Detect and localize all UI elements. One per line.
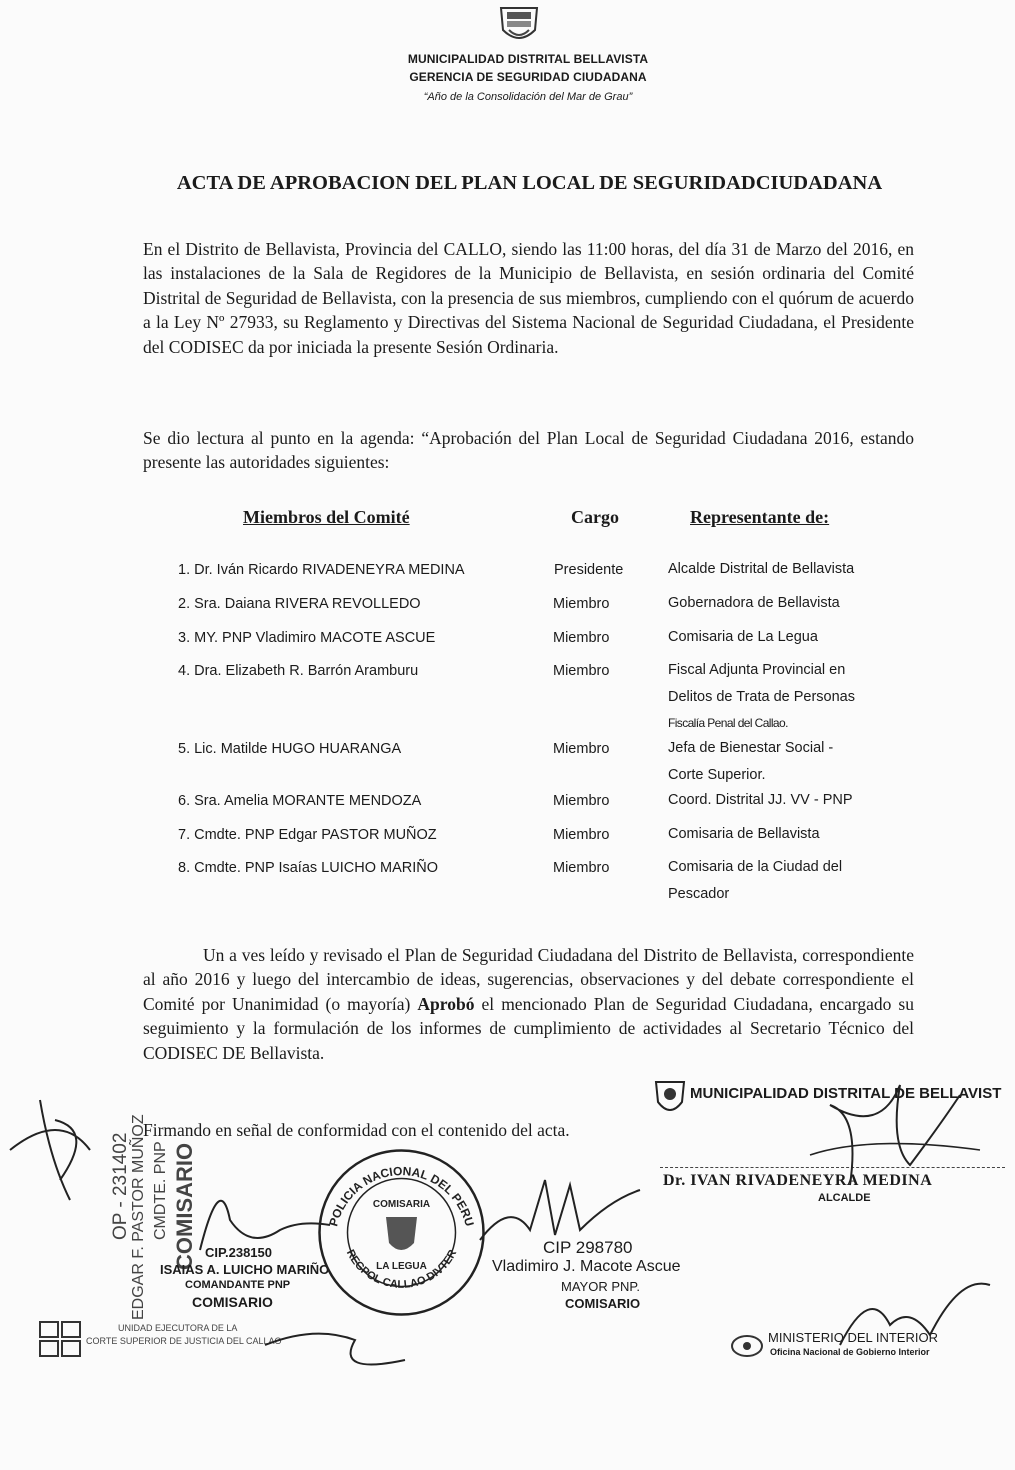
member-name: 3. MY. PNP Vladimiro MACOTE ASCUE	[178, 630, 436, 646]
member-representation: Jefa de Bienestar Social - Corte Superior.	[668, 740, 834, 783]
member-name: 7. Cmdte. PNP Edgar PASTOR MUÑOZ	[178, 827, 437, 843]
member-name: 8. Cmdte. PNP Isaías LUICHO MARIÑO	[178, 860, 438, 876]
member-name: 4. Dra. Elizabeth R. Barrón Aramburu	[178, 663, 419, 679]
police-seal-top: POLICIA NACIONAL DEL PERU	[326, 1163, 477, 1228]
ministerio-signature	[830, 1265, 1000, 1355]
pastor-stamp-line-3: CMDTE. PNP	[152, 1141, 169, 1240]
document-title: ACTA DE APROBACION DEL PLAN LOCAL DE SEGURIDADCIUDADANA	[176, 172, 883, 194]
member-cargo: Miembro	[553, 663, 610, 679]
mayor-seal-icon	[652, 1078, 688, 1125]
closing-line: Firmando en señal de conformidad con el contenido del acta.	[143, 1120, 570, 1140]
police-seal	[314, 1145, 489, 1320]
member-representation: Coord. Distrital JJ. VV - PNP	[668, 792, 853, 808]
member-representation: Gobernadora de Bellavista	[668, 595, 840, 611]
corte-stamp-line-1: UNIDAD EJECUTORA DE LA	[118, 1323, 238, 1333]
member-representation: Comisaria de La Legua	[668, 629, 818, 645]
member-name: 6. Sra. Amelia MORANTE MENDOZA	[178, 793, 422, 809]
mayor-stamp-header: MUNICIPALIDAD DISTRITAL DE BELLAVIST	[690, 1085, 1002, 1102]
paragraph-agenda: Se dio lectura al punto en la agenda: “Aprobación del Plan Local de Seguridad Ciudadana 2016, estando presente las autoridades siguientes:	[143, 428, 914, 473]
luicho-cip: CIP.238150	[205, 1245, 272, 1260]
pastor-stamp-line-4: COMISARIO	[172, 1142, 197, 1270]
member-representation: Fiscal Adjunta Provincial en Delitos de Trata de Personas Fiscalía Penal del Callao.	[668, 662, 855, 730]
luicho-role: COMISARIO	[192, 1294, 273, 1310]
member-cargo: Miembro	[553, 793, 610, 809]
police-seal-legua: LA LEGUA	[376, 1261, 427, 1272]
member-cargo: Miembro	[553, 827, 610, 843]
member-representation: Comisaria de Bellavista	[668, 826, 820, 842]
member-cargo: Miembro	[553, 741, 610, 757]
corte-stamp-line-2: CORTE SUPERIOR DE JUSTICIA DEL CALLAO	[86, 1336, 282, 1346]
ministerio-logo-icon	[730, 1333, 764, 1364]
member-name: 5. Lic. Matilde HUGO HUARANGA	[178, 741, 402, 757]
member-name: 2. Sra. Daiana RIVERA REVOLLEDO	[178, 596, 421, 612]
municipal-seal	[495, 4, 543, 53]
paragraph-approval: Un a ves leído y revisado el Plan de Seguridad Ciudadana del Distrito de Bellavista, correspondiente al año 2016 y luego del intercambio de ideas, sugerencias, observaciones y del debate correspondiente el Comité por Unanimidad (o mayoría) Aprobó el mencionado Plan de Seguridad Ciudadana, encargado su seguimiento y la formulación de los informes de cumplimiento de actividades al Secretario Técnico del CODISEC DE Bellavista.	[143, 945, 914, 1063]
member-name: 1. Dr. Iván Ricardo RIVADENEYRA MEDINA	[178, 562, 465, 578]
member-representation: Comisaria de la Ciudad del Pescador	[668, 859, 843, 902]
pastor-signature	[0, 1090, 120, 1210]
paragraph-opening: En el Distrito de Bellavista, Provincia del CALLO, siendo las 11:00 horas, del día 31 de Marzo del 2016, en las instalaciones de la Sala de Regidores de la Municipio de Bellavista, en sesión ordinaria del Comité Distrital de Seguridad de Bellavista, con la presencia de sus miembros, cumpliendo con el quórum de acuerdo a la Ley Nº 27933, su Reglamento y Directivas del Sistema Nacional de Seguridad Ciudadana, el Presidente del CODISEC da por iniciada la presente Sesión Ordinaria.	[143, 239, 914, 357]
corte-logo-icon	[38, 1320, 82, 1363]
police-seal-bottom: REGPOL CALLAO DIVTER	[343, 1247, 460, 1291]
mayor-title: ALCALDE	[818, 1192, 871, 1204]
pastor-stamp-line-1: OP - 231402	[110, 1132, 131, 1240]
mayor-name: Dr. IVAN RIVADENEYRA MEDINA	[663, 1172, 933, 1189]
column-header-members: Miembros del Comité	[243, 507, 410, 527]
luicho-rank: COMANDANTE PNP	[185, 1279, 291, 1291]
pastor-stamp-line-2: EDGAR F. PASTOR MUÑOZ	[130, 1114, 147, 1320]
member-cargo: Miembro	[553, 630, 610, 646]
macote-cip: CIP 298780	[543, 1238, 633, 1257]
header-line-1: MUNICIPALIDAD DISTRITAL BELLAVISTA	[407, 52, 649, 66]
luicho-name: ISAIAS A. LUICHO MARIÑO	[160, 1262, 330, 1277]
macote-rank: MAYOR PNP.	[561, 1279, 640, 1294]
ministerio-title: MINISTERIO DEL INTERIOR	[768, 1330, 938, 1345]
member-cargo: Miembro	[553, 596, 610, 612]
column-header-cargo: Cargo	[571, 507, 619, 527]
header-motto: “Año de la Consolidación del Mar de Grau”	[423, 91, 633, 103]
member-representation: Alcalde Distrital de Bellavista	[668, 561, 855, 577]
ministerio-subtitle: Oficina Nacional de Gobierno Interior	[770, 1347, 930, 1357]
column-header-representante: Representante de:	[690, 507, 830, 527]
mayor-signature	[790, 1075, 990, 1195]
corte-signature	[255, 1305, 425, 1385]
header-line-2: GERENCIA DE SEGURIDAD CIUDADANA	[409, 70, 647, 84]
macote-role: COMISARIO	[565, 1296, 641, 1311]
member-cargo: Presidente	[554, 562, 624, 578]
police-seal-comisaria: COMISARIA	[372, 1199, 431, 1210]
member-cargo: Miembro	[553, 860, 610, 876]
macote-name: Vladimiro J. Macote Ascue	[492, 1258, 681, 1275]
